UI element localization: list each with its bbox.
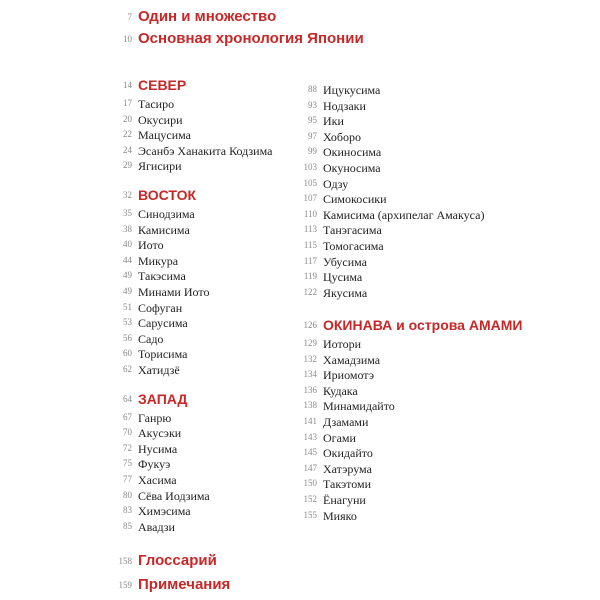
toc-item[interactable] (123, 206, 195, 221)
entry-title: Нусима (138, 441, 178, 456)
toc-item[interactable] (308, 144, 382, 160)
section-heading[interactable] (123, 390, 188, 408)
toc-item[interactable] (123, 346, 188, 362)
toc-item[interactable] (123, 410, 172, 425)
page-number: 75 (123, 458, 132, 469)
entry-title: Окиносима (323, 145, 382, 160)
entry-title: Софуган (138, 300, 183, 315)
toc-item[interactable] (308, 98, 366, 113)
toc-item[interactable] (303, 285, 368, 300)
page-number: 126 (303, 320, 317, 330)
page-number: 115 (303, 240, 317, 250)
toc-item[interactable] (303, 461, 372, 476)
page-number: 53 (123, 317, 132, 328)
outro-entry[interactable] (118, 552, 217, 570)
page-number: 136 (303, 384, 317, 395)
page-number: 85 (123, 520, 132, 531)
page-number: 64 (123, 393, 132, 404)
page-number: 83 (123, 505, 132, 516)
page-number: 67 (123, 411, 132, 422)
page-number: 72 (123, 442, 132, 453)
page-number: 155 (303, 509, 317, 520)
entry-title: Акусэки (138, 426, 182, 441)
entry-title: Окуносима (323, 161, 381, 175)
toc-item[interactable] (303, 160, 381, 175)
toc-item[interactable] (123, 472, 177, 487)
page-number: 17 (123, 98, 132, 108)
entry-title: Цусима (323, 270, 363, 285)
page-number: 14 (123, 80, 132, 90)
toc-item[interactable] (303, 269, 363, 285)
toc-item[interactable] (303, 445, 373, 461)
entry-title: Томогасима (323, 239, 384, 253)
toc-item[interactable] (123, 300, 183, 315)
section-heading[interactable] (303, 316, 523, 334)
toc-item[interactable] (303, 430, 356, 445)
page-number: 49 (123, 286, 132, 296)
entry-title: Ягисири (138, 159, 182, 174)
section-heading[interactable] (123, 76, 187, 94)
entry-title: Тасиро (138, 97, 175, 111)
entry-title: Ики (323, 114, 344, 129)
entry-title: ЗАПАД (138, 390, 188, 407)
entry-title: Ёнагуни (323, 493, 366, 507)
page-number: 122 (303, 286, 317, 297)
toc-item[interactable] (123, 315, 188, 331)
page-number: 107 (303, 193, 317, 204)
entry-title: Сёва Иодзима (138, 488, 210, 503)
entry-title: Симокосики (323, 192, 387, 207)
page-number: 29 (123, 160, 132, 171)
page-number: 105 (303, 177, 317, 188)
page-number: 97 (308, 130, 317, 141)
entry-title: Мияко (323, 508, 357, 523)
toc-item[interactable] (303, 222, 382, 238)
toc-item[interactable] (303, 492, 366, 507)
page-number: 88 (308, 84, 317, 94)
toc-item[interactable] (303, 176, 349, 191)
toc-item[interactable] (123, 158, 182, 174)
page-number: 70 (123, 427, 132, 438)
page-number: 141 (303, 416, 317, 426)
entry-title: Иотори (323, 337, 362, 351)
toc-item[interactable] (308, 82, 381, 97)
entry-title: Фукуэ (138, 457, 171, 472)
entry-title: Глоссарий (138, 552, 217, 569)
entry-title: Дзамами (323, 415, 369, 429)
entry-title: Хасима (138, 473, 177, 487)
toc-item[interactable] (303, 398, 395, 414)
entry-title: Основная хронология Японии (138, 30, 364, 47)
entry-title: Хатэрума (323, 461, 372, 476)
entry-title: Сарусима (138, 316, 188, 331)
page-number: 147 (303, 462, 317, 473)
section-heading[interactable] (123, 186, 197, 204)
toc-item[interactable] (303, 367, 374, 383)
toc-item[interactable] (123, 456, 171, 472)
entry-title: Камисима (138, 222, 190, 237)
entry-title: Торисима (138, 347, 188, 362)
page-number: 40 (123, 239, 132, 250)
entry-title: Одзу (323, 176, 349, 191)
entry-title: Якусима (323, 285, 368, 300)
toc-item[interactable] (123, 237, 164, 253)
page-number: 10 (123, 34, 132, 44)
page-number: 35 (123, 208, 132, 218)
entry-title: Минами Иото (138, 285, 210, 299)
entry-title: Убусима (323, 254, 367, 269)
toc-item[interactable] (303, 191, 387, 207)
entry-title: Хамадзима (323, 352, 381, 367)
entry-title: Авадзи (138, 519, 175, 534)
toc-item[interactable] (123, 441, 178, 456)
entry-title: Садо (138, 331, 164, 346)
page-number: 93 (308, 99, 317, 110)
toc-item[interactable] (303, 508, 357, 523)
page-number: 38 (123, 223, 132, 234)
entry-title: Окусири (138, 112, 183, 127)
page-number: 24 (123, 144, 132, 155)
entry-title: СЕВЕР (138, 77, 187, 93)
toc-item[interactable] (123, 222, 190, 237)
page-number: 132 (303, 353, 317, 364)
entry-title: Синодзима (138, 207, 195, 221)
entry-title: Иото (138, 238, 164, 253)
page-number: 49 (123, 270, 132, 281)
entry-title: Танэгасима (323, 223, 382, 238)
toc-item[interactable] (123, 503, 191, 519)
page-number: 143 (303, 431, 317, 442)
toc-item[interactable] (303, 476, 372, 492)
page-number: 134 (303, 369, 317, 380)
page-number: 99 (308, 146, 317, 157)
entry-title: Химэсима (138, 504, 191, 519)
toc-item[interactable] (303, 383, 358, 398)
toc-item[interactable] (308, 113, 344, 129)
toc-item[interactable] (123, 362, 180, 377)
page-number: 7 (127, 12, 132, 22)
entry-title: Ириомотэ (323, 368, 374, 383)
outro-entry[interactable] (118, 576, 231, 594)
entry-title: Окидайто (323, 446, 373, 461)
page-number: 77 (123, 474, 132, 484)
page-number: 110 (303, 208, 317, 219)
entry-title: Хоборо (323, 129, 362, 144)
page-number: 113 (303, 224, 317, 235)
toc-item[interactable] (123, 331, 164, 346)
toc-item[interactable] (123, 488, 210, 503)
toc-item[interactable] (123, 268, 186, 284)
entry-title: Хатидзё (138, 363, 180, 377)
page-number: 119 (303, 271, 317, 282)
entry-title: Ицукусима (323, 83, 381, 97)
page-number: 95 (308, 115, 317, 126)
page-number: 159 (118, 580, 132, 590)
toc-item[interactable] (123, 284, 210, 299)
toc-item[interactable] (123, 425, 182, 441)
page-number: 62 (123, 364, 132, 374)
entry-title: Такэтоми (323, 477, 372, 492)
entry-title: ВОСТОК (138, 187, 197, 203)
page-number: 20 (123, 113, 132, 124)
toc-item[interactable] (123, 253, 179, 268)
page-number: 158 (118, 556, 132, 566)
entry-title: Такэсима (138, 269, 186, 284)
toc-item[interactable] (123, 143, 273, 158)
page-number: 117 (303, 255, 317, 266)
page-number: 60 (123, 348, 132, 359)
entry-title: Кудака (323, 383, 358, 398)
entry-title: Минамидайто (323, 399, 395, 414)
page-number: 152 (303, 494, 317, 504)
page-number: 56 (123, 332, 132, 343)
intro-entry[interactable] (123, 30, 364, 48)
entry-title: Мацусима (138, 128, 192, 143)
toc-item[interactable] (303, 254, 367, 269)
toc-item[interactable] (123, 112, 183, 127)
page-number: 145 (303, 447, 317, 458)
entry-title: Ганрю (138, 410, 172, 425)
page-number: 150 (303, 478, 317, 489)
page-number: 51 (123, 301, 132, 312)
toc-item[interactable] (303, 238, 384, 253)
page-number: 80 (123, 489, 132, 500)
intro-entry[interactable] (127, 8, 277, 26)
page-number: 103 (303, 162, 317, 172)
toc-item[interactable] (303, 336, 362, 351)
entry-title: Эсанбэ Ханакита Кодзима (138, 143, 273, 158)
entry-title: ОКИНАВА и острова АМАМИ (323, 317, 523, 333)
entry-title: Один и множество (138, 8, 277, 25)
toc-item[interactable] (308, 129, 362, 144)
page-number: 138 (303, 400, 317, 411)
entry-title: Примечания (138, 576, 231, 593)
toc-item[interactable] (123, 96, 175, 111)
page-number: 44 (123, 254, 132, 265)
entry-title: Огами (323, 430, 356, 445)
toc-item[interactable] (303, 207, 485, 222)
page-number: 32 (123, 190, 132, 200)
toc-item[interactable] (123, 127, 192, 143)
toc-item[interactable] (303, 352, 381, 367)
toc-item[interactable] (303, 414, 369, 429)
page-number: 129 (303, 338, 317, 348)
entry-title: Нодзаки (323, 98, 366, 113)
entry-title: Камисима (архипелаг Амакуса) (323, 207, 485, 222)
toc-item[interactable] (123, 519, 175, 534)
entry-title: Микура (138, 253, 179, 268)
page-number: 22 (123, 129, 132, 140)
